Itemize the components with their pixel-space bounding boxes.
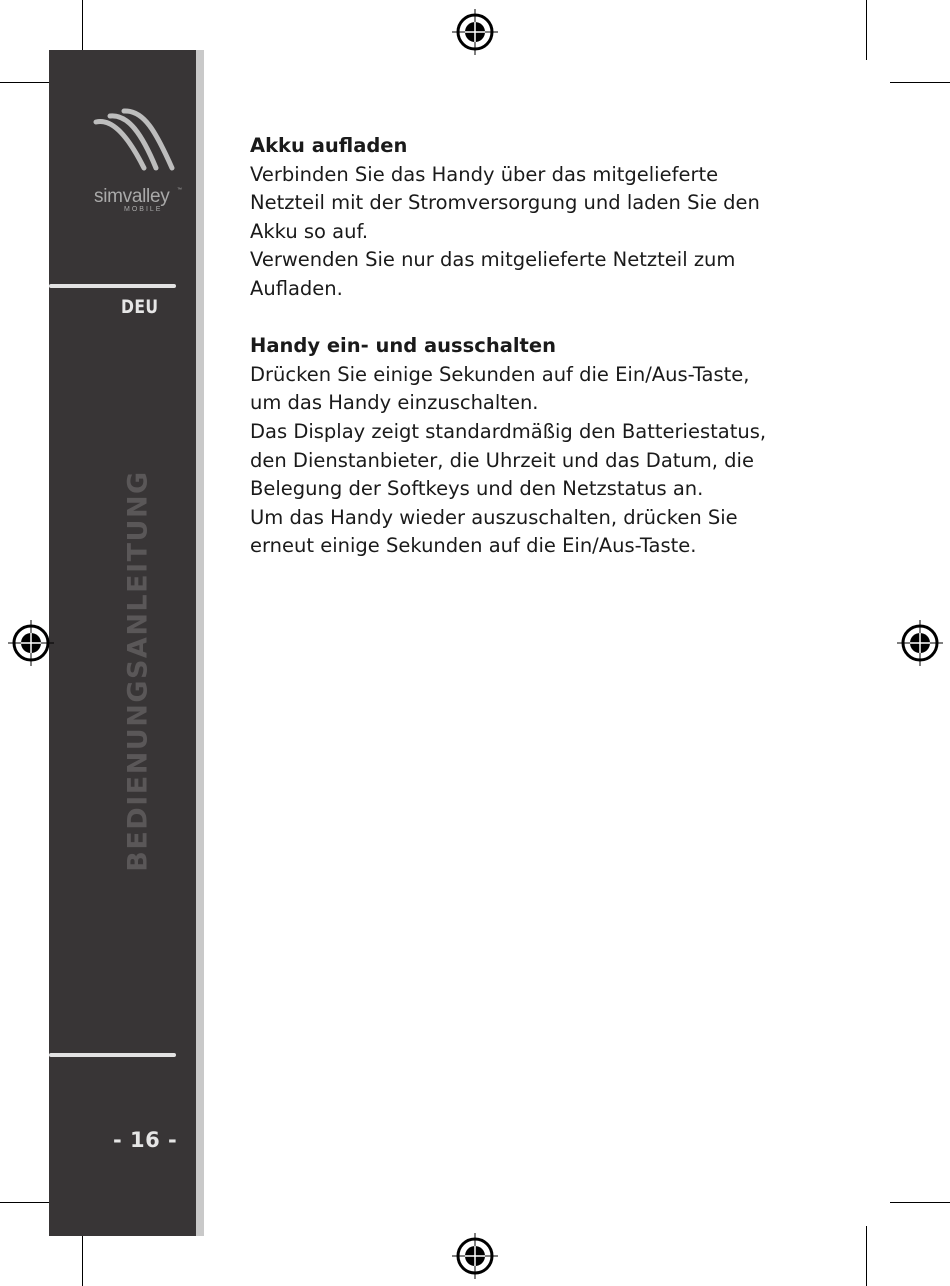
body-line: Verbinden Sie das Handy über das mitgelieferte — [250, 162, 719, 186]
sidebar-shadow — [196, 50, 204, 1236]
section-handy-ein-ausschalten — [250, 332, 810, 561]
body-line: den Dienstanbieter, die Uhrzeit und das Datum, die — [250, 448, 754, 472]
body-line: Aufladen. — [250, 276, 343, 300]
section-heading: Handy ein- und ausschalten — [250, 334, 556, 358]
registration-mark-top-icon — [452, 9, 498, 55]
registration-mark-left-icon — [8, 620, 54, 666]
body-line: Drücken Sie einige Sekunden auf die Ein/Aus-Taste, — [250, 362, 750, 386]
section-akku-aufladen — [250, 132, 810, 304]
body-line: Belegung der Softkeys und den Netzstatus an. — [250, 477, 704, 501]
body-line: erneut einige Sekunden auf die Ein/Aus-Taste. — [250, 534, 697, 558]
registration-mark-bottom-icon — [452, 1233, 498, 1279]
section-spacer — [250, 304, 810, 333]
crop-mark-top-right-v — [866, 0, 867, 60]
body-line: Netzteil mit der Stromversorgung und laden Sie den — [250, 191, 760, 215]
logo-trademark: ™ — [177, 187, 182, 193]
claw-marks-logo-icon — [90, 108, 182, 174]
body-line: Um das Handy wieder auszuschalten, drücken Sie — [250, 505, 738, 529]
crop-mark-bottom-right-v — [866, 1226, 867, 1286]
section-heading: Akku aufladen — [250, 134, 408, 157]
sidebar-divider-top — [49, 284, 176, 288]
sidebar-divider-bottom — [49, 1053, 176, 1057]
body-line: Das Display zeigt standardmäßig den Batteriestatus, — [250, 419, 767, 443]
body-line: Verwenden Sie nur das mitgelieferte Netzteil zum — [250, 248, 736, 272]
registration-mark-right-icon — [897, 620, 943, 666]
vertical-manual-title: BEDIENUNGSANLEITUNG — [122, 470, 154, 872]
logo-subline: MOBILE — [124, 206, 163, 213]
page-number: - 16 - — [113, 1128, 178, 1152]
main-content — [250, 132, 810, 561]
body-line: um das Handy einzuschalten. — [250, 391, 539, 415]
crop-mark-bottom-right-h — [890, 1202, 950, 1203]
crop-mark-top-right-h — [890, 82, 950, 83]
logo-wordmark: simvalley — [94, 186, 170, 207]
body-line: Akku so auf. — [250, 219, 369, 243]
language-code: DEU — [121, 296, 159, 318]
